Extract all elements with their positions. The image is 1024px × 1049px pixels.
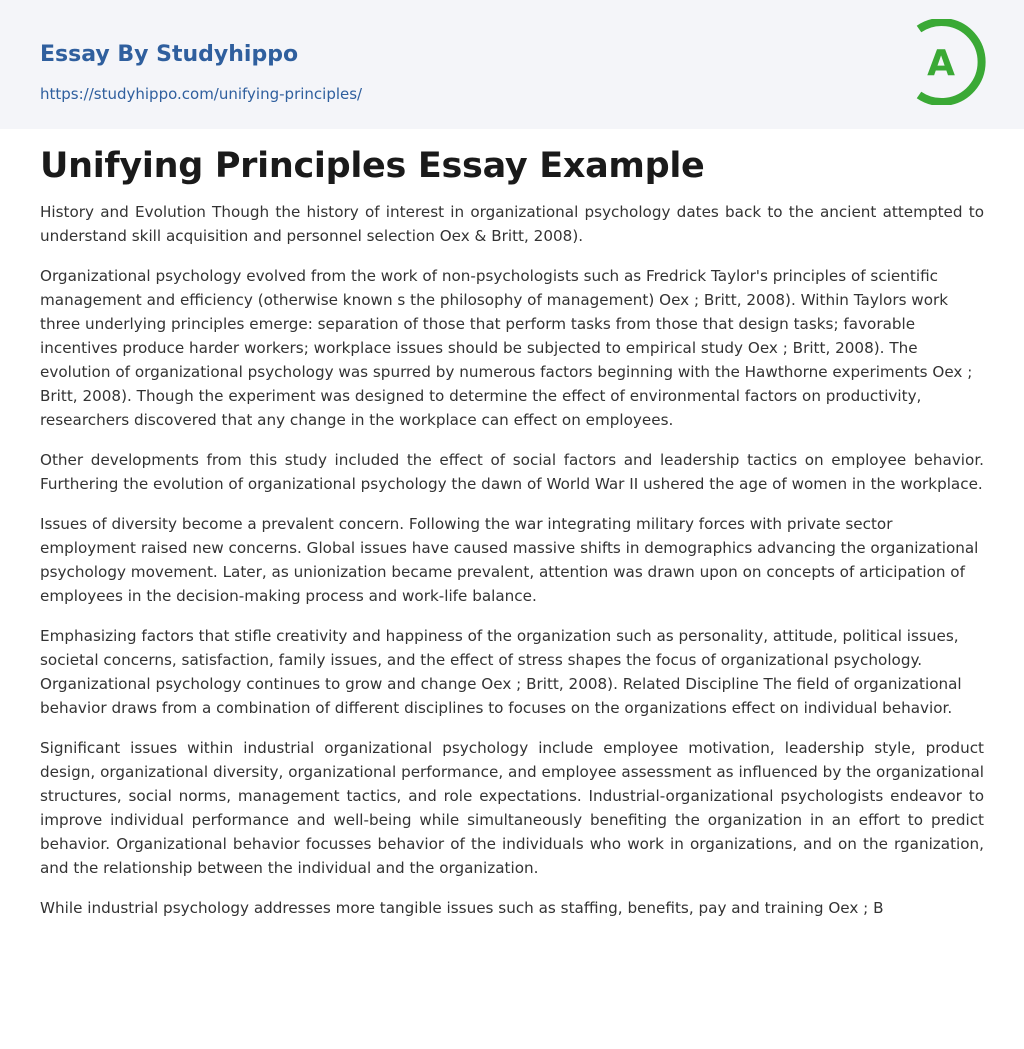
essay-paragraph: Issues of diversity become a prevalent concern. Following the war integrating military forces with private sector employment raised new concerns. Global issues have caused massive shifts in demographics advancing the organizational psychology movement. Later, as unionization became prevalent, attention was drawn upon on concepts of articipation of employees in the decision-making process and work-life balance. — [40, 515, 979, 605]
page-title: Unifying Principles Essay Example — [40, 146, 705, 186]
logo-letter: A — [927, 43, 955, 84]
essay-paragraph: While industrial psychology addresses more tangible issues such as staffing, benefits, pay and training Oex ; B — [40, 899, 884, 917]
site-header — [0, 0, 1024, 129]
essay-paragraph: History and Evolution Though the history of interest in organizational psychology dates back to the ancient attempted to understand skill acquisition and personnel selection Oex & Britt, 2008). — [40, 203, 984, 245]
page-url-link[interactable]: https://studyhippo.com/unifying-principles/ — [40, 85, 363, 103]
essay-body — [40, 200, 984, 936]
essay-paragraph: Organizational psychology evolved from the work of non-psychologists such as Fredrick Taylor's principles of scientific management and efficiency (otherwise known s the philosophy of management) Oex ; Britt, 2008). Within Taylors work three underlying principles emerge: separation of those that perform tasks from those that design tasks; favorable incentives produce harder workers; workplace issues should be subjected to empirical study Oex ; Britt, 2008). The evolution of organizational psychology was spurred by numerous factors beginning with the Hawthorne experiments Oex ; Britt, 2008). Though the experiment was designed to determine the effect of environmental factors on productivity, researchers discovered that any change in the workplace can effect on employees. — [40, 267, 973, 429]
studyhippo-logo-icon[interactable] — [912, 19, 986, 105]
site-brand[interactable]: Essay By Studyhippo — [40, 42, 299, 67]
essay-paragraph: Emphasizing factors that stifle creativity and happiness of the organization such as personality, attitude, political issues, societal concerns, satisfaction, family issues, and the effect of stress shapes the focus of organizational psychology. Organizational psychology continues to grow and change Oex ; Britt, 2008). Related Discipline The field of organizational behavior draws from a combination of different disciplines to focuses on the organizations effect on individual behavior. — [40, 627, 962, 717]
essay-paragraph: Other developments from this study included the effect of social factors and leadership tactics on employee behavior. Furthering the evolution of organizational psychology the dawn of World War II ushered the age of women in the workplace. — [40, 451, 984, 493]
essay-paragraph: Significant issues within industrial organizational psychology include employee motivation, leadership style, product design, organizational diversity, organizational performance, and employee assessment as influenced by the organizational structures, social norms, management tactics, and role expectations. Industrial-organizational psychologists endeavor to improve individual performance and well-being while simultaneously benefiting the organization in an effort to predict behavior. Organizational behavior focusses behavior of the individuals who work in organizations, and on the rganization, and the relationship between the individual and the organization. — [40, 739, 984, 877]
